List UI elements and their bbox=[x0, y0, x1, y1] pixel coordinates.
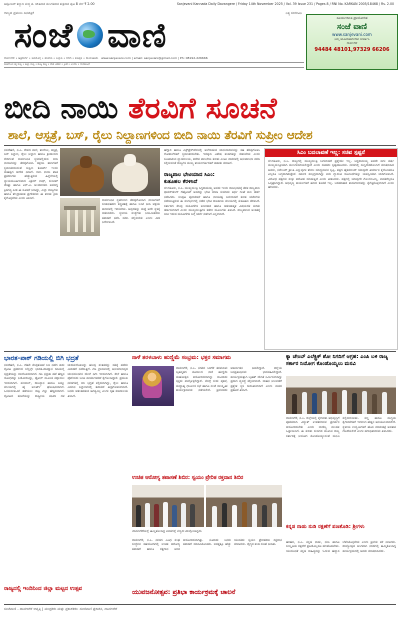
person-figure bbox=[382, 392, 387, 414]
photo-caption: ದಾವಣಗೆರೆಯಲ್ಲಿ ಹಮ್ಮಿಕೊಂಡಿದ್ದ ಶಿಬಿರದಲ್ಲಿ ಗಣ್ಯರು ಪಾಲ್ಗೊಂಡಿದ್ದರು. bbox=[132, 529, 203, 533]
lead-story-col-1: ನವದೆಹಲಿ, ನ.೭- ದೇಶದ ಶಾಲೆ, ಕಾಲೇಜು, ಆಸ್ಪತ್ರೆ, ಬಸ್ ನಿಲ್ದಾಣ, ರೈಲು ನಿಲ್ದಾಣ ಹಾಗೂ ಕ್ರೀಡಾಂಗಣ ಸೇರಿದಂತೆ ಸಾರ್ವಜನಿಕ ಸ್ಥಳಗಳಲ್ಲಿರುವ ಬೀದಿ ನಾಯಿಗಳನ್ನು ತೆರವುಗೊಳಿಸಿ ಆಶ್ರಯ ತಾಣಗಳಿಗೆ ಸ್ಥಳಾಂತರಿಸುವಂತೆ ಸುಪ್ರೀಂ ಕೋರ್ಟ್ ಇಂದು ಮಹತ್ವದ ಆದೇಶ ನೀಡಿದೆ. ಬೀದಿ ನಾಯಿ ಕಡಿತ ಪ್ರಕರಣಗಳು ಹೆಚ್ಚುತ್ತಿರುವ ಹಿನ್ನೆಲೆಯಲ್ಲಿ ನ್ಯಾಯಮೂರ್ತಿಗಳಾದ ವಿಕ್ರಮ್ ನಾಥ್, ಸಂದೀಪ್ ಮೆಹ್ತಾ ಹಾಗೂ ಎನ್.ವಿ. ಅಂಜಾರಿಯಾ ಅವರಿದ್ದ ತ್ರಿಸದಸ್ಯ ಪೀಠ ಈ ಸೂಚನೆ ನೀಡಿದ್ದು, ಎಲ್ಲಾ ರಾಜ್ಯಗಳು ಹಾಗೂ ಕೇಂದ್ರಾಡಳಿತ ಪ್ರದೇಶಗಳು ಈ ಕುರಿತು ಕ್ರಮ ಕೈಗೊಳ್ಳಬೇಕು ಎಂದು ತಿಳಿಸಿದೆ. bbox=[4, 148, 58, 201]
ad-line-1: ನಿಮ್ಮ ಜಾಹೀರಾತುಗಳಿಗಾಗಿ ಸಂಪರ್ಕಿಸಿ bbox=[334, 37, 370, 41]
masthead-tagline-left: ರಾಜ್ಯದ ಪ್ರಮುಖ ದಿನಪತ್ರಿಕೆ bbox=[4, 11, 34, 15]
person-figure bbox=[232, 505, 237, 527]
pillar bbox=[83, 210, 86, 232]
masthead-tagline-right: ನಿತ್ಯ ಸಂಜೀವಿನಿ bbox=[285, 11, 302, 15]
advertisement-box[interactable] bbox=[306, 14, 398, 70]
person-figure bbox=[172, 505, 177, 527]
mid-band-story bbox=[132, 354, 282, 472]
person-figure bbox=[252, 504, 257, 527]
person-figure bbox=[145, 503, 150, 527]
right-mid-story bbox=[286, 354, 396, 602]
section-rule: ಸಂಜೆವಾಣಿ ನಿತ್ಯ ಸುದ್ದಿ • ಜಿಲ್ಲಾ ಸುದ್ದಿ • ರಾಜ್ಯ ಸುದ್ದಿ • ದೇಶ ವಿದೇಶ • ಕ್ರೀಡೆ • ಸಿನಿಮಾ • ಮನರಂಜನೆ bbox=[4, 62, 304, 68]
left-lower-story bbox=[4, 354, 128, 602]
main-headline[interactable] bbox=[4, 90, 396, 126]
person-figure bbox=[322, 391, 327, 414]
person-figure bbox=[292, 394, 297, 414]
top-strip-left: ಅಕ್ಟೋಬರ್ ಕಲ್ಯಾಣ ಶುದ್ಧ ಪ. ಚೌತಿವಾರ ಮಂಗಳವಾರ ಶುಕ್ರವಾರ ಪುಟ 8 ಬೆಲೆ ₹ 2.00 bbox=[4, 2, 95, 6]
person-figure bbox=[163, 502, 168, 527]
person-figure bbox=[262, 505, 267, 527]
ad-phone: 94484 48101,97329 66206 bbox=[314, 47, 390, 53]
stray-dogs-photo bbox=[60, 148, 160, 196]
person-figure bbox=[154, 504, 159, 527]
divider bbox=[4, 145, 396, 146]
headline-part-2: ತೆರವಿಗೆ ಸೂಚನೆ bbox=[128, 91, 277, 125]
supreme-court-photo bbox=[60, 198, 100, 236]
person-figure bbox=[136, 505, 141, 527]
divider bbox=[4, 604, 396, 605]
ad-brand: ಸಂಜೆ ವಾಣಿ bbox=[337, 22, 367, 31]
stage-photo bbox=[132, 366, 174, 406]
dog-figure bbox=[70, 164, 104, 192]
pillar bbox=[75, 210, 78, 232]
top-strip bbox=[4, 2, 396, 10]
person-figure bbox=[242, 502, 247, 527]
center-story bbox=[164, 148, 260, 348]
center-story-body: ಬೆಂಗಳೂರು, ನ.೭- ಮುಖ್ಯಮಂತ್ರಿ ಸಿದ್ದರಾಮಯ್ಯ ಅವರು ಇಂದು ರಾಜಭವನಕ್ಕೆ ತೆರಳಿ ರಾಜ್ಯಪಾಲ ಥಾವರ್‌ಚಂದ್ ಗೆಹ್ಲೋಟ್ ಅವರನ್ನು ಭೇಟಿ ಮಾಡಿ ಸುಮಾರು ಅರ್ಧ ಗಂಟೆ ಕಾಲ ಚರ್ಚೆ ನಡೆಸಿದರು. ಸಂಪುಟ ಪುನಾರಚನೆ ಹಾಗೂ ನಾಯಕತ್ವ ಬದಲಾವಣೆ ಕುರಿತ ಚರ್ಚೆಗಳು ನಡೆಯುತ್ತಿರುವ ಈ ಸಂದರ್ಭದಲ್ಲಿ ನಡೆದ ಭೇಟಿ ರಾಜಕೀಯ ವಲಯದಲ್ಲಿ ಕುತೂಹಲ ಕೆರಳಿಸಿದೆ. ಸರ್ಕಾರದ ಕೆಲವು ಮಸೂದೆಗಳ ಅಂಗೀಕಾರ ಹಾಗೂ ಆಡಳಿತಾತ್ಮಕ ವಿಷಯಗಳ ಕುರಿತು ಚರ್ಚಿಸಲಾಗಿದೆ ಎಂದು ಮುಖ್ಯಮಂತ್ರಿಗಳ ಕಚೇರಿ ಮೂಲಗಳು ತಿಳಿಸಿವೆ. ರಾಜ್ಯಪಾಲರ ಅಂಕಿತಕ್ಕೆ ಬಾಕಿ ಇರುವ ಮಸೂದೆಗಳ ಬಗ್ಗೆ ಚರ್ಚೆ ನಡೆದಿದೆ ಎನ್ನಲಾಗಿದೆ. bbox=[164, 186, 260, 217]
logo-text-right: ವಾಣಿ bbox=[107, 16, 168, 56]
person-figure bbox=[332, 392, 337, 414]
globe-icon bbox=[77, 22, 103, 48]
ad-url[interactable]: www.sanjevani.com bbox=[332, 32, 372, 37]
lead-story-col-2: ಸಾರ್ವಜನಿಕ ಸ್ಥಳಗಳಿಂದ ತೆರವುಗೊಳಿಸಿದ ನಾಯಿಗಳಿಗೆ ಸಂತಾನಹರಣ ಶಸ್ತ್ರಚಿಕಿತ್ಸೆ ಹಾಗೂ ಲಸಿಕೆ ನೀಡಿ ಆಶ್ರಯ ತಾಣಗಳಲ್ಲಿ ಇರಿಸಬೇಕು. ಅವುಗಳನ್ನು ಮತ್ತೆ ಅದೇ ಸ್ಥಳಕ್ಕೆ ಬಿಡಬಾರದು. ಸ್ಥಳೀಯ ಸಂಸ್ಥೆಗಳು ನಿಯಮಿತವಾಗಿ ತಪಾಸಣೆ ನಡೆಸಿ ವರದಿ ಸಲ್ಲಿಸಬೇಕು ಎಂದು ಪೀಠ ನಿರ್ದೇಶಿಸಿದೆ. bbox=[102, 198, 160, 225]
pillar bbox=[91, 210, 94, 232]
left-lower-body: ನವದೆಹಲಿ, ನ.೭- ದೆಹಲಿ ಕೆಂಪುಕೋಟೆ ಬಳಿ ನಡೆದ ಕಾರು ಸ್ಫೋಟ ಪ್ರಕರಣದ ಬೆನ್ನಲ್ಲೇ ಭಾರತ-ಪಾಕಿಸ್ತಾನ ಗಡಿಯಲ್ಲಿ ಭದ್ರತೆಯನ್ನು ಬಿಗಿಗೊಳಿಸಲಾಗಿದೆ. ಗಡಿ ಭದ್ರತಾ ಪಡೆ ಹೆಚ್ಚಿನ ಯೋಧರನ್ನು ನಿಯೋಜಿಸಿದ್ದು, ಡ್ರೋನ್ ಮೂಲಕ ಕಣ್ಗಾವಲು ಇರಿಸಲಾಗಿದೆ. ಪಂಜಾಬ್, ರಾಜಸ್ಥಾನ ಹಾಗೂ ಜಮ್ಮು ವಲಯದಲ್ಲಿ ಹೈ ಅಲರ್ಟ್ ಘೋಷಿಸಲಾಗಿದೆ. ಒಳನುಸುಳುವಿಕೆ ತಡೆಯಲು ರಾತ್ರಿ ಗಸ್ತು ಹೆಚ್ಚಿಸಲಾಗಿದೆ. ಸ್ಫೋಟದ ತನಿಖೆಯನ್ನು ರಾಷ್ಟ್ರೀಯ ತನಿಖಾ ದಳ ಚುರುಕುಗೊಳಿಸಿದ್ದು ಹಲವು ಶಂಕಿತರನ್ನು ವಶಕ್ಕೆ ಪಡೆದು ವಿಚಾರಣೆ ನಡೆಸುತ್ತಿದೆ. ಗಡಿ ಗ್ರಾಮಗಳಲ್ಲಿ ಅನುಮಾನಾಸ್ಪದ ಚಲನವಲನಗಳ ಮೇಲೆ ನಿಗಾ ಇರಿಸಲಾಗಿದೆ. ಸೇನೆ ಹಾಗೂ ಪೊಲೀಸರು ಜಂಟಿ ಕಾರ್ಯಾಚರಣೆ ಕೈಗೊಂಡಿದ್ದಾರೆ. ಪ್ರಮುಖ ನಗರಗಳಲ್ಲಿ ಬಿಗಿ ಭದ್ರತೆ ಕಲ್ಪಿಸಲಾಗಿದ್ದು, ರೈಲು ಹಾಗೂ ವಿಮಾನ ನಿಲ್ದಾಣಗಳಲ್ಲಿ ತಪಾಸಣೆ ತೀವ್ರಗೊಳಿಸಲಾಗಿದೆ. ಜನರು ಆತಂಕಪಡುವ ಅಗತ್ಯವಿಲ್ಲ ಎಂದು ಗೃಹ ಸಚಿವಾಲಯ ತಿಳಿಸಿದೆ. bbox=[4, 363, 128, 398]
dog-figure bbox=[124, 154, 136, 166]
meeting-photo bbox=[286, 376, 396, 414]
center-story-subtitle: ಕುತೂಹಲ ಕೆರಳಿಸಿದೆ bbox=[164, 179, 198, 185]
person-figure bbox=[302, 392, 307, 414]
right-story-body: ಬೆಂಗಳೂರು, ನ.೭- ರಾಜ್ಯದಲ್ಲಿ ಮುಖ್ಯಮಂತ್ರಿ ಬದಲಾವಣೆ ಪ್ರಶ್ನೆಯೇ ಇಲ್ಲ. ಸಿದ್ದರಾಮಯ್ಯ ಅವರೇ ಐದು ವರ್ಷ ಮುಖ್ಯಮಂತ್ರಿಯಾಗಿ ಮುಂದುವರಿಯಲಿದ್ದಾರೆ ಎಂದು ಸಚಿವರು ಸ್ಪಷ್ಟಪಡಿಸಿದರು. ನಗರದಲ್ಲಿ ಸುದ್ದಿಗಾರರೊಂದಿಗೆ ಮಾತನಾಡಿದ ಅವರು, ನವೆಂಬರ್ ಕ್ರಾಂತಿ ಎನ್ನುವುದು ಕೇವಲ ಮಾಧ್ಯಮಗಳ ಸೃಷ್ಟಿ. ಪಕ್ಷದ ಹೈಕಮಾಂಡ್ ಯಾವುದೇ ತೀರ್ಮಾನ ಕೈಗೊಂಡರೂ ಎಲ್ಲರೂ ಬದ್ಧರಾಗಿರುತ್ತೇವೆ. ಸರ್ಕಾರ ಸುಭದ್ರವಾಗಿದ್ದು ಐದು ಗ್ಯಾರಂಟಿ ಯೋಜನೆಗಳನ್ನು ಯಶಸ್ವಿಯಾಗಿ ಜಾರಿಗೊಳಿಸಿದೆ. ವಿರೋಧ ಪಕ್ಷಗಳು ಸುಳ್ಳು ಆರೋಪ ಮಾಡುತ್ತಿವೆ ಎಂದು ಟೀಕಿಸಿದರು. ಪಕ್ಷದಲ್ಲಿ ಯಾವುದೇ ಗೊಂದಲವಿಲ್ಲ, ಶಾಸಕರೆಲ್ಲರೂ ಒಗ್ಗಟ್ಟಾಗಿದ್ದಾರೆ. ಅಭಿವೃದ್ಧಿ ಕಾರ್ಯಗಳಿಗೆ ಹಣದ ಕೊರತೆ ಇಲ್ಲ. ಬರಪರಿಹಾರ ಕಾಮಗಾರಿಗಳನ್ನು ಕೈಗೆತ್ತಿಕೊಳ್ಳಲಾಗಿದೆ ಎಂದು ಹೇಳಿದರು. bbox=[268, 159, 394, 190]
ad-line-2: ದಾವಣಗೆರೆ bbox=[346, 41, 358, 45]
mid-band-title[interactable]: ನಾಳೆ ತರಳಬಾಳು ಹುಣ್ಣಿಮೆ ಸಂಭ್ರಮ: ಭಕ್ತರ ಸಮಾಗಮ bbox=[132, 355, 232, 361]
right-mid-title[interactable]: ಕ್ಯಾ ಚೇಂಬ್ ಎಲೆಕ್ಟ್ರಿಕ್ ಶೋ ನಿಗದಿಗೆ ಆಗ್ರಹ: ಎಂಪಿ ಬಳಿ ರಾಜ್ಯ ಸರ್ಕಾರ ನಿಯೋಗ ಕೊಂಡೊಯ್ಯಲು ಮನವಿ bbox=[286, 354, 389, 367]
masthead-editions: ದಾವಣಗೆರೆ • ಚಿತ್ರದುರ್ಗ • ಶಿವಮೊಗ್ಗ • ಹಾವೇರಿ • ಬಳ್ಳಾರಿ • ಗದಗ • ಕೊಪ್ಪಳ • ರಾಯಚೂರು bbox=[4, 56, 99, 60]
health-camp-photo bbox=[132, 485, 204, 527]
center-lower-title[interactable]: ಉಚಿತ ಆರೋಗ್ಯ ತಪಾಸಣೆ ಶಿಬಿರ: ಸ್ವಯಂ ಪ್ರೇರಿತ ರಕ್ತದಾನ ಶಿಬಿರ bbox=[132, 475, 244, 481]
main-subheadline: ಶಾಲೆ, ಆಸ್ಪತ್ರೆ, ಬಸ್, ರೈಲು ನಿಲ್ದಾಣಗಳಿಂದ ಬೀದಿ ನಾಯಿ ತೆರವಿಗೆ ಸುಪ್ರೀಂ ಆದೇಶ bbox=[8, 128, 313, 142]
blood-donation-photo bbox=[206, 485, 282, 527]
dog-figure bbox=[112, 162, 148, 192]
pillar bbox=[67, 210, 70, 232]
center-lower-bottom-headline[interactable]: ಯುವಜನೋತ್ಸವ: ಪ್ರತಿಭಾ ಕಾರ್ಯಕ್ರಮಕ್ಕೆ ಚಾಲನೆ bbox=[132, 588, 236, 596]
mid-band-body: ದಾವಣಗೆರೆ, ನ.೭- ನಗರದ ಸಿರಿಗೆರೆ ತರಳಬಾಳು ಬೃಹನ್ಮಠದ ವತಿಯಿಂದ ನಾಳೆ ಹುಣ್ಣಿಮೆ ಮಹೋತ್ಸವ ಆಯೋಜಿಸಲಾಗಿದ್ದು ಸಾವಿರಾರು ಭಕ್ತರು ಪಾಲ್ಗೊಳ್ಳಲಿದ್ದಾರೆ. ಬೆಳಿಗ್ಗೆ ಗುರು ಪೂಜೆ, ಮಧ್ಯಾಹ್ನ ಧಾರ್ಮಿಕ ಸಭೆ ಹಾಗೂ ಸಂಜೆ ಸಾಂಸ್ಕೃತಿಕ ಕಾರ್ಯಕ್ರಮಗಳು ನಡೆಯಲಿವೆ. ಶ್ರೀಗಳವರು ಆಶೀರ್ವಚನ ನೀಡಲಿದ್ದಾರೆ. ಜಿಲ್ಲೆಯ ಜನಪ್ರತಿನಿಧಿಗಳು ಭಾಗವಹಿಸಲಿದ್ದಾರೆ. ಕಾರ್ಯಕ್ರಮಕ್ಕಾಗಿ ಬೃಹತ್ ವೇದಿಕೆ ನಿರ್ಮಿಸಲಾಗಿದ್ದು ಪ್ರಸಾದ ವ್ಯವಸ್ಥೆ ಕಲ್ಪಿಸಲಾಗಿದೆ. ವಾಹನ ನಿಲುಗಡೆಗೆ ಪ್ರತ್ಯೇಕ ಸ್ಥಳ ಗುರುತಿಸಲಾಗಿದೆ ಎಂದು ಮಠದ ಪ್ರಕಟಣೆ ತಿಳಿಸಿದೆ. bbox=[176, 366, 282, 393]
person-figure bbox=[190, 504, 195, 527]
right-mid-body: ದಾವಣಗೆರೆ, ನ.೭- ಜಿಲ್ಲೆಯಲ್ಲಿ ಕೈಗಾರಿಕಾ ಅಭಿವೃದ್ಧಿಗೆ ಪೂರಕವಾಗಿ ವಿದ್ಯುತ್ ಉಪಕರಣಗಳ ಪ್ರದರ್ಶನ ಆಯೋಜಿಸಬೇಕು ಎಂದು ವಾಣಿಜ್ಯ ಮಂಡಳಿ ಒತ್ತಾಯಿಸಿದೆ. ಈ ಕುರಿತು ಸಂಸದರ ಮೂಲಕ ರಾಜ್ಯ ಸರ್ಕಾರಕ್ಕೆ ನಿಯೋಗ ಕೊಂಡೊಯ್ಯುವಂತೆ ಮನವಿ ಸಲ್ಲಿಸಲಾಯಿತು. ಸಣ್ಣ ಹಾಗೂ ಮಧ್ಯಮ ಕೈಗಾರಿಕೆಗಳಿಗೆ ಇದರಿಂದ ಹೆಚ್ಚಿನ ಅನುಕೂಲವಾಗಲಿದೆ. ಸ್ಥಳೀಯ ಉದ್ಯಮಿಗಳಿಗೆ ಹೊಸ ಮಾರುಕಟ್ಟೆ ಅವಕಾಶ ದೊರೆಯಲಿದೆ ಎಂದು ಪದಾಧಿಕಾರಿಗಳು ತಿಳಿಸಿದರು. bbox=[286, 416, 396, 438]
person-figure bbox=[372, 394, 377, 414]
left-lower-title[interactable]: ಭಾರತ-ಪಾಕ್ ಗಡಿಯಲ್ಲಿ ಬಿಗಿ ಭದ್ರತೆ bbox=[4, 354, 79, 362]
headline-part-1: ಬೀದಿ ನಾಯಿ bbox=[4, 91, 119, 125]
center-story-title[interactable]: ರಾಜ್ಯಪಾಲ ಭೇಟಿಯಾದ ಸಿಎಂ: bbox=[164, 172, 215, 178]
center-lower-story bbox=[132, 474, 282, 602]
newspaper-logo[interactable] bbox=[14, 16, 167, 56]
logo-text-left: ಸಂಜೆ bbox=[14, 16, 74, 56]
lead-story-col-3: ಹೆದ್ದಾರಿ ಹಾಗೂ ಎಕ್ಸ್‌ಪ್ರೆಸ್‌ವೇಗಳಲ್ಲಿ ಅಲೆದಾಡುವ ಜಾನುವಾರುಗಳನ್ನು ಸಹ ತೆರವುಗೊಳಿಸಿ ಗೋಶಾಲೆಗಳಿಗೆ ಸ್ಥಳಾಂತರಿಸಬೇಕು. ಇದಕ್ಕಾಗಿ ವಿಶೇಷ ತಂಡಗಳನ್ನು ರಚಿಸಬೇಕು ಎಂದು ಸೂಚಿಸಿರುವ ನ್ಯಾಯಾಲಯ, ಆದೇಶ ಪಾಲನೆಯ ಕುರಿತು ಎಂಟು ವಾರಗಳಲ್ಲಿ ಅನುಪಾಲನಾ ವರದಿ ಸಲ್ಲಿಸುವಂತೆ ರಾಜ್ಯಗಳ ಮುಖ್ಯ ಕಾರ್ಯದರ್ಶಿಗಳಿಗೆ ತಾಕೀತು ಮಾಡಿದೆ. bbox=[164, 148, 260, 166]
dog-figure bbox=[80, 156, 92, 168]
masthead bbox=[4, 11, 304, 61]
masthead-contact: www.sanjevani.com | email: sanjevani@gmail.com | Ph: 08192-226666 bbox=[101, 56, 208, 60]
person-figure bbox=[352, 393, 357, 414]
divider bbox=[4, 351, 396, 352]
right-story-title[interactable]: ಸಿಎಂ ಬದಲಾವಣೆ ಇಲ್ಲ: ಸಚಿವ ಸ್ಪಷ್ಟನೆ bbox=[265, 149, 397, 157]
deity-figure bbox=[142, 370, 162, 398]
page-footer: ಸಂಜೆವಾಣಿ - ದಾವಣಗೆರೆ ಆವೃತ್ತಿ | ಮುದ್ರಕರು ಮತ್ತು ಪ್ರಕಾಶಕರು: ಸಂಜೆವಾಣಿ ಪ್ರಕಾಶನ, ದಾವಣಗೆರೆ bbox=[4, 607, 118, 611]
right-mid-footer-body: ಹರಿಹರ, ನ.೭- ಕನ್ನಡ ನಾಡು, ನುಡಿ ಹಾಗೂ ಸಂಸ್ಕೃತಿಯ ರಕ್ಷಣೆಗೆ ಪ್ರತಿಯೊಬ್ಬರೂ ಪಣತೊಡಬೇಕು. ಯುವಜನತೆ ಕನ್ನಡ ಸಾಹಿತ್ಯವನ್ನು ಓದುವ ಹವ್ಯಾಸ ಬೆಳೆಸಿಕೊಳ್ಳಬೇಕು ಎಂದು ಶ್ರೀಗಳು ಕರೆ ನೀಡಿದರು. ರಾಜ್ಯೋತ್ಸವ ಅಂಗವಾಗಿ ನಗರದಲ್ಲಿ ಹಮ್ಮಿಕೊಂಡಿದ್ದ ಕಾರ್ಯಕ್ರಮದಲ್ಲಿ ಅವರು ಮಾತನಾಡಿದರು. bbox=[286, 540, 396, 553]
person-figure bbox=[272, 503, 277, 527]
person-figure bbox=[222, 503, 227, 527]
person-figure bbox=[312, 393, 317, 414]
masthead-sub bbox=[4, 56, 304, 60]
person-figure bbox=[212, 506, 217, 527]
left-lower-footer[interactable]: ರಾಜ್ಯದಲ್ಲಿ ಇಂದಿನಿಂದ ಜಿಲ್ಲಾ ಮಟ್ಟದ ಉತ್ಸವ bbox=[4, 586, 82, 592]
center-lower-body: ದಾವಣಗೆರೆ, ನ.೭- ನಗರದ ವಿವಿಧ ಸಂಘ ಸಂಸ್ಥೆಗಳ ಸಹಯೋಗದಲ್ಲಿ ಉಚಿತ ಆರೋಗ್ಯ ತಪಾಸಣೆ ಹಾಗೂ ರಕ್ತದಾನ ಶಿಬಿರ ಆಯೋಜಿಸಲಾಗಿತ್ತು. ನೂರಾರು ಜನರು ತಪಾಸಣೆ ಮಾಡಿಸಿಕೊಂಡರು. ಐವತ್ತಕ್ಕೂ ಹೆಚ್ಚು ಯುವಕರು ಸ್ವಯಂ ಪ್ರೇರಿತರಾಗಿ ರಕ್ತದಾನ ಮಾಡಿದರು. ವೈದ್ಯರ ತಂಡ ಸಲಹೆ ನೀಡಿತು. bbox=[132, 538, 282, 551]
top-strip-right: Sanjevani Kannada Daily Davangere / Friday 14th November 2025 / Vol. 39 Issue 231 / Pages 8 / RNI No. KARKAN 2005/18468 / Rs. 2.00 bbox=[176, 2, 394, 6]
ad-title: ಸೂರ್ಯಕಾಂತಿ ಪ್ರಾಯೋಜಿತ bbox=[336, 16, 368, 20]
person-figure bbox=[181, 503, 186, 527]
person-figure bbox=[362, 391, 367, 414]
right-mid-footer-title[interactable]: ಕನ್ನಡ ನಾಡು ನುಡಿ ರಕ್ಷಣೆಗೆ ಪಣತೊಡಿ: ಶ್ರೀಗಳು bbox=[286, 524, 365, 530]
right-story-box bbox=[264, 148, 398, 350]
person-figure bbox=[342, 390, 347, 414]
